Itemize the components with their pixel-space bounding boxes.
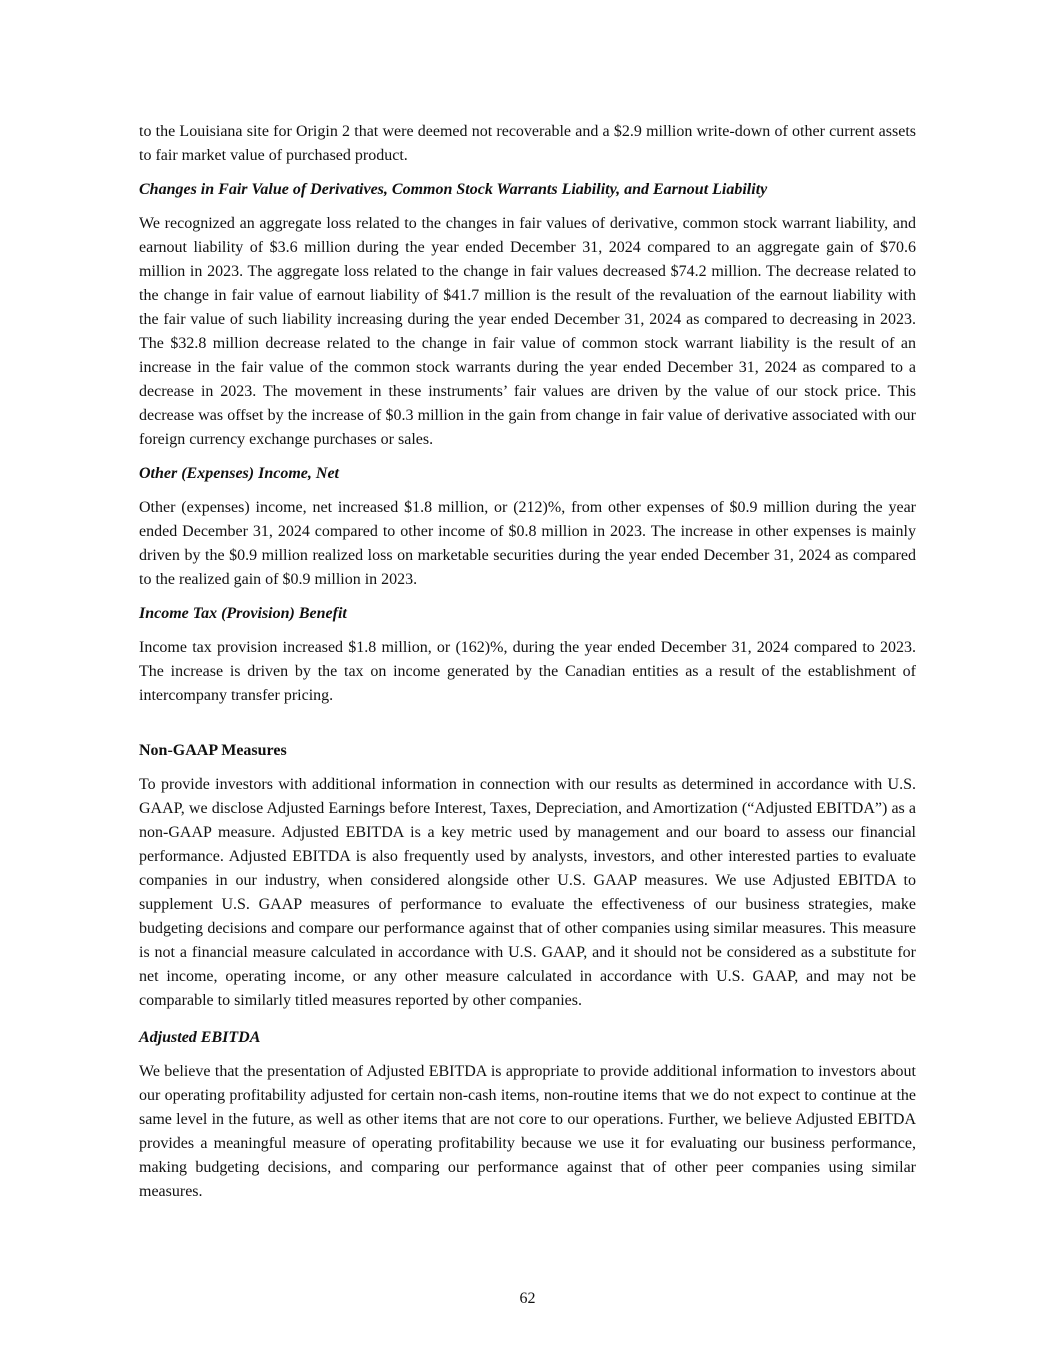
paragraph-continuation: to the Louisiana site for Origin 2 that were deemed not recoverable and a $2.9 million write-down of other current assets to fair market value of purchased product.	[139, 123, 916, 164]
paragraph-non-gaap-measures: To provide investors with additional information in connection with our results as determined in accordance with U.S. GAAP, we disclose Adjusted Earnings before Interest, Taxes, Depreciation, and Amortization (“Adjusted EBITDA”) as a non-GAAP measure. Adjusted EBITDA is a key metric used by management and our board to assess our financial performance. Adjusted EBITDA is also frequently used by analysts, investors, and other interested parties to evaluate companies in our industry, when considered alongside other U.S. GAAP measures. We use Adjusted EBITDA to supplement U.S. GAAP measures of performance to evaluate the effectiveness of our business strategies, make budgeting decisions and compare our performance against that of other companies using similar measures. This measure is not a financial measure calculated in accordance with U.S. GAAP, and it should not be considered as a substitute for net income, operating income, or any other measure calculated in accordance with U.S. GAAP, and may not be comparable to similarly titled measures reported by other companies.	[139, 776, 916, 1009]
paragraph-other-income: Other (expenses) income, net increased $1.8 million, or (212)%, from other expenses of $0.9 million during the year ended December 31, 2024 compared to other income of $0.8 million in 2023. The increase in other expenses is mainly driven by the $0.9 million realized loss on marketable securities during the year ended December 31, 2024 as compared to the realized gain of $0.9 million in 2023.	[139, 499, 916, 588]
heading-adjusted-ebitda: Adjusted EBITDA	[139, 1029, 261, 1046]
paragraph-adjusted-ebitda: We believe that the presentation of Adjusted EBITDA is appropriate to provide additional information to investors about our operating profitability adjusted for certain non-cash items, non-routine items that we do not expect to continue at the same level in the future, as well as other items that are not core to our operations. Further, we believe Adjusted EBITDA provides a meaningful measure of operating profitability because we use it for evaluating our business performance, making budgeting decisions, and comparing our performance against that of other peer companies using similar measures.	[139, 1063, 916, 1200]
heading-income-tax: Income Tax (Provision) Benefit	[139, 605, 347, 622]
heading-fair-value-changes: Changes in Fair Value of Derivatives, Common Stock Warrants Liability, and Earnout Liability	[139, 181, 768, 198]
paragraph-income-tax: Income tax provision increased $1.8 million, or (162)%, during the year ended December 31, 2024 compared to 2023. The increase is driven by the tax on income generated by the Canadian entities as a result of the establishment of intercompany transfer pricing.	[139, 639, 916, 704]
heading-other-income: Other (Expenses) Income, Net	[139, 465, 339, 482]
heading-non-gaap-measures: Non-GAAP Measures	[139, 742, 287, 759]
page-number: 62	[519, 1290, 536, 1307]
page-body	[139, 120, 916, 1214]
paragraph-fair-value-changes: We recognized an aggregate loss related to the changes in fair values of derivative, common stock warrant liability, and earnout liability of $3.6 million during the year ended December 31, 2024 compared to an aggregate gain of $70.6 million in 2023. The aggregate loss related to the change in fair values decreased $74.2 million. The decrease related to the change in fair value of earnout liability of $41.7 million is the result of the revaluation of the earnout liability with the fair value of such liability increasing during the year ended December 31, 2024 as compared to decreasing in 2023. The $32.8 million decrease related to the change in fair value of common stock warrant liability is the result of an increase in the fair value of the common stock warrants during the year ended December 31, 2024 as compared to a decrease in 2023. The movement in these instruments’ fair values are driven by the value of our stock price. This decrease was offset by the increase of $0.3 million in the gain from change in fair value of derivative associated with our foreign currency exchange purchases or sales.	[139, 215, 916, 448]
